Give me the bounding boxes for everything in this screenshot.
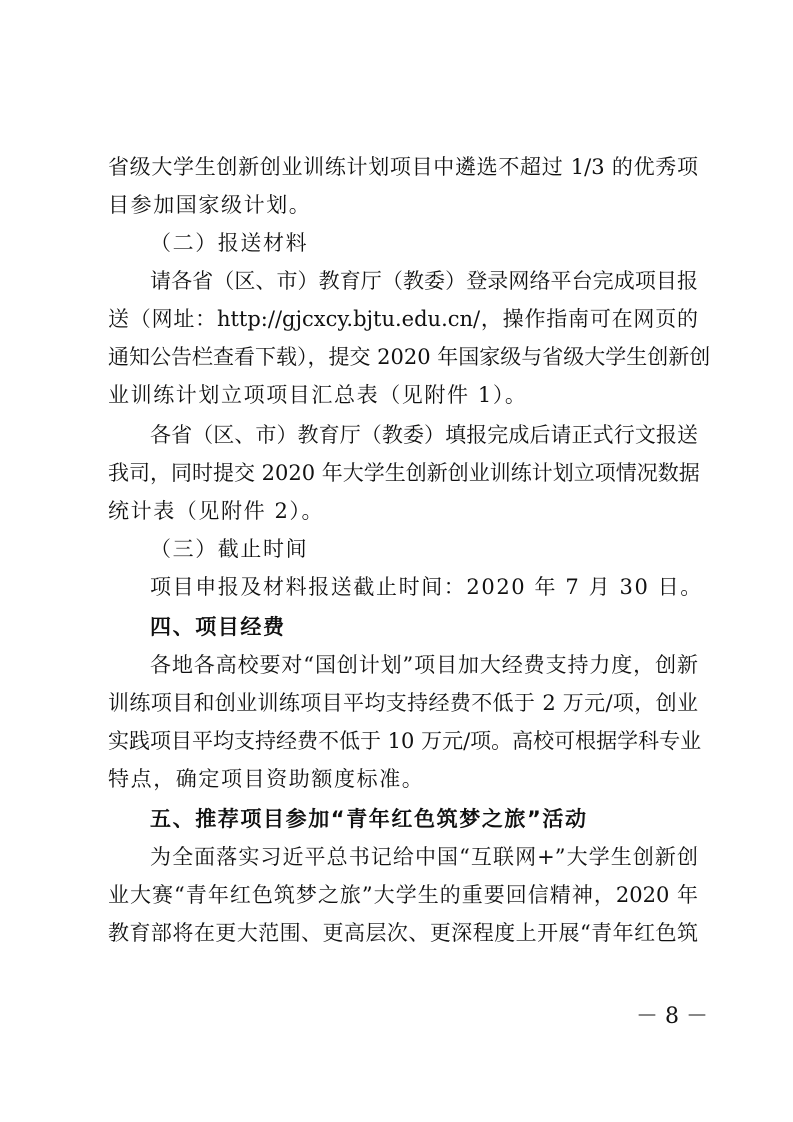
body-text-line: 特点，确定项目资助额度标准。 [108, 767, 425, 791]
section-heading: 五、推荐项目参加“青年红色筑梦之旅”活动 [150, 807, 588, 831]
subsection-heading: （三）截止时间 [150, 537, 309, 561]
body-text-line: 各地各高校要对“国创计划”项目加大经费支持力度，创新 [150, 653, 698, 677]
body-text-line: 我司，同时提交 2020 年大学生创新创业训练计划立项情况数据 [108, 461, 700, 485]
body-text-line: 训练项目和创业训练项目平均支持经费不低于 2 万元/项，创业 [108, 691, 698, 715]
page-number: － 8 － [636, 1004, 708, 1029]
body-text-line: 项目申报及材料报送截止时间：2020 年 7 月 30 日。 [150, 575, 703, 599]
body-text-line: 省级大学生创新创业训练计划项目中遴选不超过 1/3 的优秀项 [108, 155, 698, 179]
body-text-line: 教育部将在更大范围、更高层次、更深程度上开展“青年红色筑 [108, 921, 698, 945]
body-text-line: 业训练计划立项项目汇总表（见附件 1）。 [108, 383, 528, 407]
body-text-line: 统计表（见附件 2）。 [108, 499, 325, 523]
body-text-line: 实践项目平均支持经费不低于 10 万元/项。高校可根据学科专业 [108, 729, 702, 753]
body-text-line: 各省（区、市）教育厅（教委）填报完成后请正式行文报送 [150, 423, 698, 447]
body-text-line: 送（网址：http://gjcxcy.bjtu.edu.cn/，操作指南可在网页的 [108, 307, 698, 331]
body-text-line: 业大赛“青年红色筑梦之旅”大学生的重要回信精神，2020 年 [108, 883, 698, 907]
section-heading: 四、项目经费 [150, 615, 286, 639]
body-text-line: 请各省（区、市）教育厅（教委）登录网络平台完成项目报 [150, 269, 698, 293]
body-text-line: 为全面落实习近平总书记给中国“互联网+”大学生创新创 [150, 845, 698, 869]
body-text-line: 目参加国家级计划。 [108, 193, 312, 217]
body-text-line: 通知公告栏查看下载），提交 2020 年国家级与省级大学生创新创 [108, 345, 711, 369]
subsection-heading: （二）报送材料 [150, 231, 309, 255]
